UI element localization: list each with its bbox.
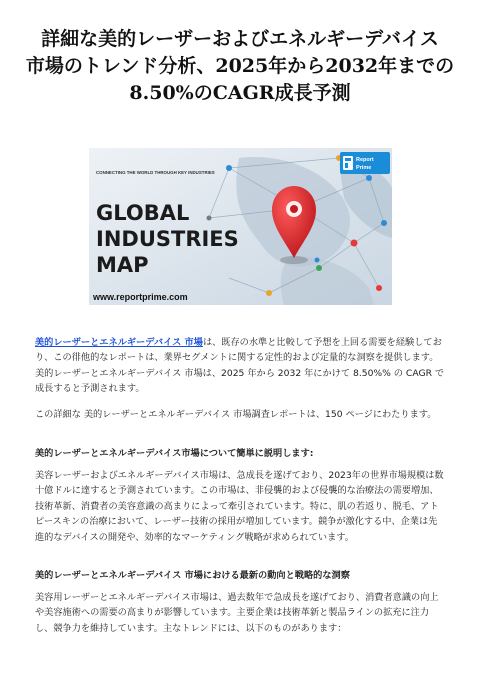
- title-line-3: 8.50%のCAGR成長予測: [129, 82, 351, 104]
- report-pages-paragraph: [35, 407, 445, 422]
- overview-text: 美容レーザーおよびエネルギーデバイス市場は、急成長を遂げており、2023年の世界市場規模は数十億ドルに達すると予測されています。この市場は、非侵襲的および侵襲的な治療法の需要増加、技術革新、消費者の美容意識の高まりによって牽引されています。特に、肌の若返り、脱毛、アトピースキンの治療において、レーザー技術の採用が増加しています。競争が激化する中、企業は先進的なデバイスの開発や、効率的なマーケティング戦略が求められています。: [35, 470, 444, 543]
- title-line-2: 市場のトレンド分析、2025年から2032年までの: [25, 55, 455, 77]
- logo-line-2: Prime: [356, 165, 372, 171]
- hero-image-global-industries-map: [89, 148, 392, 305]
- logo-line-1: Report: [356, 157, 374, 163]
- market-link[interactable]: 美的レーザーとエネルギーデバイス 市場: [35, 337, 203, 348]
- intro-text: は、既存の水準と比較して予想を上回る需要を経験しており、この徘他的なレポートは、業界セグメントに関する定性的および定量的な洞察を提供します。 美的レーザーとエネルギーデバイス 市場は、2025 年から 2032 年にかけて 8.50%% の CAGR で成長すると予測されます。: [35, 337, 445, 395]
- trends-text: 美容用レーザーとエネルギーデバイス市場は、過去数年で急成長を遂げており、消費者意識の向上や美容施術への需要の高まりが影響しています。主要企業は技術革新と製品ラインの拡充に注力し、競争力を維持しています。主なトレンドには、以下のものがあります：: [35, 592, 439, 634]
- hero-tagline: CONNECTING THE WORLD THROUGH KEY INDUSTRIES: [96, 170, 215, 175]
- report-prime-logo: [340, 152, 390, 174]
- section-heading-overview: [35, 446, 445, 461]
- hero-heading-line-3: MAP: [96, 253, 149, 277]
- document-title: [20, 26, 460, 107]
- section-heading-overview-text: 美的レーザーとエネルギーデバイス市場について簡単に説明します:: [35, 448, 314, 459]
- intro-paragraph: [35, 335, 445, 397]
- hero-url: www.reportprime.com: [93, 292, 188, 302]
- trends-paragraph: [35, 590, 445, 636]
- section-heading-trends: [35, 568, 445, 583]
- report-pages-text: この詳細な 美的レーザーとエネルギーデバイス 市場調査レポートは、150 ページにわたります。: [35, 409, 437, 420]
- title-line-1: 詳細な美的レーザーおよびエネルギーデバイス: [41, 28, 439, 50]
- overview-paragraph: [35, 468, 445, 545]
- section-heading-trends-text: 美的レーザーとエネルギーデバイス 市場における最新の動向と戦略的な洞察: [35, 570, 350, 581]
- hero-heading-line-1: GLOBAL: [96, 201, 190, 225]
- hero-heading-line-2: INDUSTRIES: [96, 227, 239, 251]
- hero-illustration: [89, 148, 392, 305]
